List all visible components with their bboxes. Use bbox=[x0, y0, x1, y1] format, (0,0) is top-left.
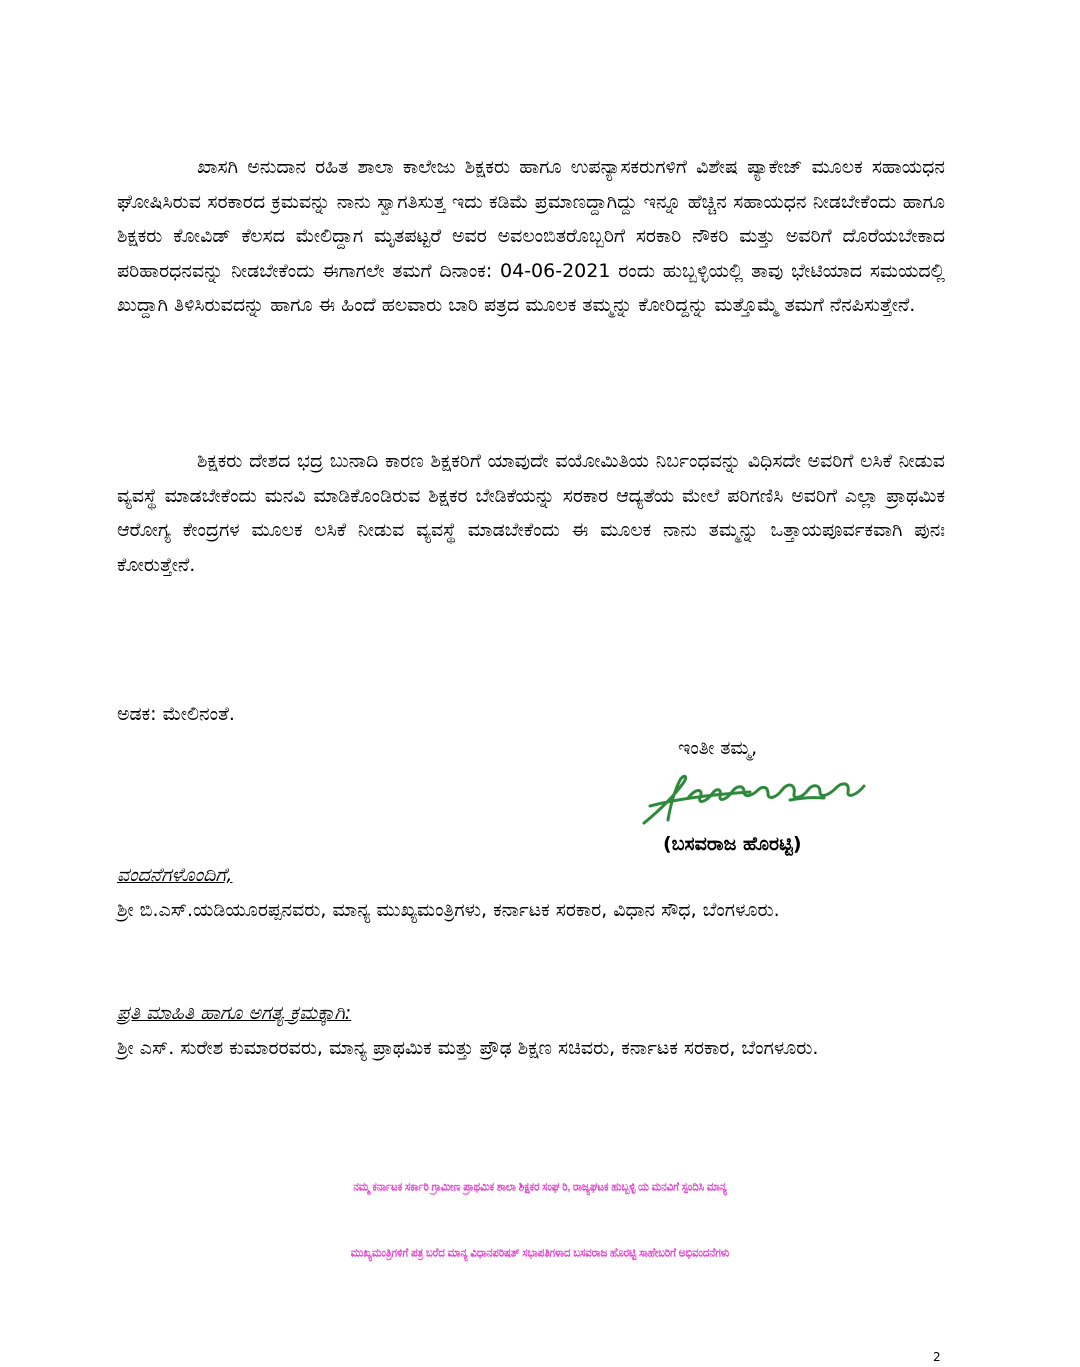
paragraph-vaccination-request: ಶಿಕ್ಷಕರು ದೇಶದ ಭದ್ರ ಬುನಾದಿ ಕಾರಣ ಶಿಕ್ಷಕರಿಗೆ ಯಾವುದೇ ವಯೋಮಿತಿಯ ನಿರ್ಬಂಧವನ್ನು ವಿಧಿಸದೇ ಅವರಿಗೆ ಲಸಿಕೆ ನೀಡುವ ವ್ಯವಸ್ಥೆ ಮಾಡಬೇಕೆಂದು ಮನವಿ ಮಾಡಿಕೊಂಡಿರುವ ಶಿಕ್ಷಕರ ಬೇಡಿಕೆಯನ್ನು ಸರಕಾರ ಆದ್ಯತೆಯ ಮೇಲೆ ಪರಿಗಣಿಸಿ ಅವರಿಗೆ ಎಲ್ಲಾ ಪ್ರಾಥಮಿಕ ಆರೋಗ್ಯ ಕೇಂದ್ರಗಳ ಮೂಲಕ ಲಸಿಕೆ ನೀಡುವ ವ್ಯವಸ್ಥೆ ಮಾಡಬೇಕೆಂದು ಈ ಮೂಲಕ ನಾನು ತಮ್ಮನ್ನು ಒತ್ತಾಯಪೂರ್ವಕವಾಗಿ ಪುನಃ ಕೋರುತ್ತೇನೆ. bbox=[117, 450, 945, 576]
paragraph-package-request: ಖಾಸಗಿ ಅನುದಾನ ರಹಿತ ಶಾಲಾ ಕಾಲೇಜು ಶಿಕ್ಷಕರು ಹಾಗೂ ಉಪನ್ಯಾಸಕರುಗಳಿಗೆ ವಿಶೇಷ ಪ್ಯಾಕೇಜ್ ಮೂಲಕ ಸಹಾಯಧನ ಘೋಷಿಸಿರುವ ಸರಕಾರದ ಕ್ರಮವನ್ನು ನಾನು ಸ್ವಾಗತಿಸುತ್ತ ಇದು ಕಡಿಮೆ ಪ್ರಮಾಣದ್ದಾಗಿದ್ದು ಇನ್ನೂ ಹೆಚ್ಚಿನ ಸಹಾಯಧನ ನೀಡಬೇಕೆಂದು ಹಾಗೂ ಶಿಕ್ಷಕರು ಕೋವಿಡ್ ಕೆಲಸದ ಮೇಲಿದ್ದಾಗ ಮೃತಪಟ್ಟರೆ ಅವರ ಅವಲಂಬಿತರೊಬ್ಬರಿಗೆ ಸರಕಾರಿ ನೌಕರಿ ಮತ್ತು ಅವರಿಗೆ ದೊರೆಯಬೇಕಾದ ಪರಿಹಾರಧನವನ್ನು ನೀಡಬೇಕೆಂದು ಈಗಾಗಲೇ ತಮಗೆ ದಿನಾಂಕ: 04-06-2021 ರಂದು ಹುಬ್ಬಳ್ಳಿಯಲ್ಲಿ ತಾವು ಭೇಟಿಯಾದ ಸಮಯದಲ್ಲಿ ಖುದ್ದಾಗಿ ತಿಳಿಸಿರುವದನ್ನು ಹಾಗೂ ಈ ಹಿಂದೆ ಹಲವಾರು ಬಾರಿ ಪತ್ರದ ಮೂಲಕ ತಮ್ಮನ್ನು ಕೋರಿದ್ದನ್ನು ಮತ್ತೊಮ್ಮೆ ತಮಗೆ ನೆನಪಿಸುತ್ತೇನೆ. bbox=[117, 156, 945, 316]
signatory-name: (ಬಸವರಾಜ ಹೊರಟ್ಟಿ) bbox=[663, 833, 802, 855]
handwritten-signature bbox=[640, 768, 870, 828]
copy-to-heading: ಪ್ರತಿ ಮಾಹಿತಿ ಹಾಗೂ ಅಗತ್ಯ ಕ್ರಮಕ್ಕಾಗಿ: bbox=[117, 1002, 352, 1024]
banner-line-1: ನಮ್ಮ ಕರ್ನಾಟಕ ಸರ್ಕಾರಿ ಗ್ರಾಮೀಣ ಪ್ರಾಥಮಿಕ ಶಾಲಾ ಶಿಕ್ಷಕರ ಸಂಘ ರಿ, ರಾಜ್ಯಘಟಕ ಹುಬ್ಬಳ್ಳಿ ಯ ಮನವಿಗೆ ಸ್ಪಂದಿಸಿ ಮಾನ್ಯ bbox=[353, 1180, 727, 1194]
closing-salutation: ಇಂತೀ ತಮ್ಮ, bbox=[678, 737, 758, 759]
banner-line-2: ಮುಖ್ಯಮಂತ್ರಿಗಳಿಗೆ ಪತ್ರ ಬರೆದ ಮಾನ್ಯ ವಿಧಾನಪರಿಷತ್ ಸಭಾಪತಿಗಳಾದ ಬಸವರಾಜ ಹೊರಟ್ಟಿ ಸಾಹೇಬರಿಗೆ ಅಭಿವಂದನೆಗಳು bbox=[350, 1246, 730, 1260]
page-number: 2 bbox=[933, 1350, 941, 1364]
greetings-heading: ವಂದನೆಗಳೊಂದಿಗೆ, bbox=[117, 864, 233, 886]
enclosure-note: ಅಡಕ: ಮೇಲಿನಂತೆ. bbox=[117, 703, 235, 725]
greetings-recipient: ಶ್ರೀ ಬಿ.ಎಸ್.ಯಡಿಯೂರಪ್ಪನವರು, ಮಾನ್ಯ ಮುಖ್ಯಮಂತ್ರಿಗಳು, ಕರ್ನಾಟಕ ಸರಕಾರ, ವಿಧಾನ ಸೌಧ, ಬೆಂಗಳೂರು. bbox=[117, 899, 780, 921]
copy-to-recipient: ಶ್ರೀ ಎಸ್. ಸುರೇಶ ಕುಮಾರರವರು, ಮಾನ್ಯ ಪ್ರಾಥಮಿಕ ಮತ್ತು ಪ್ರೌಢ ಶಿಕ್ಷಣ ಸಚಿವರು, ಕರ್ನಾಟಕ ಸರಕಾರ, ಬೆಂಗಳೂರು. bbox=[117, 1037, 819, 1059]
